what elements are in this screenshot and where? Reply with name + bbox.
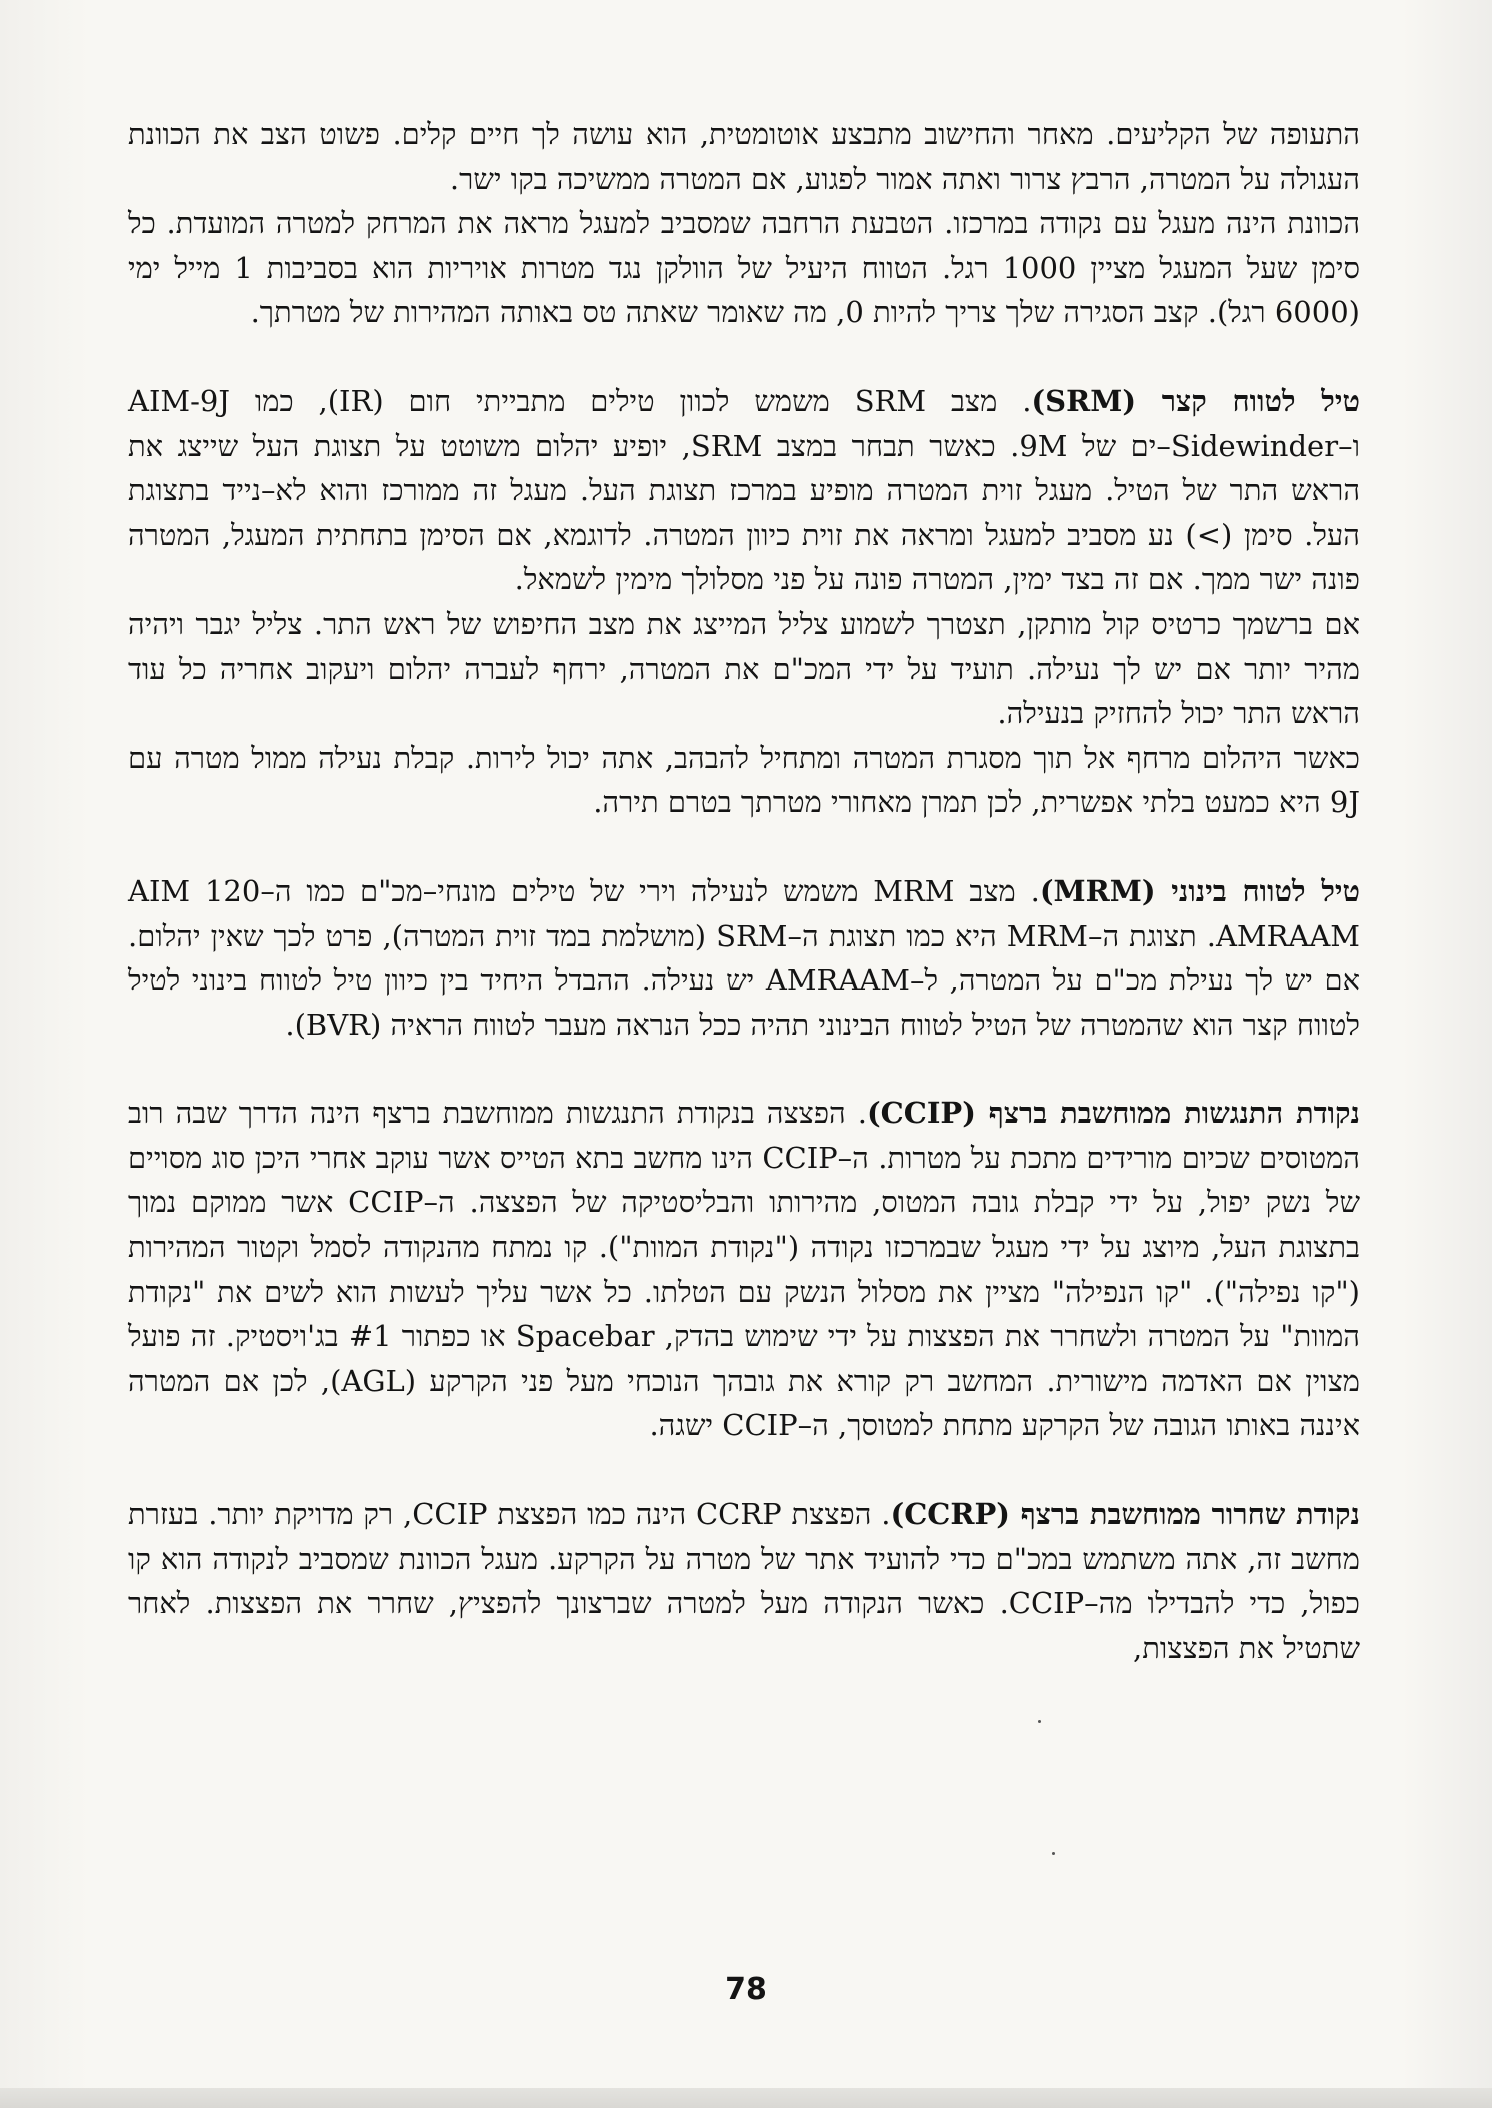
paragraph-cannon-intro — [128, 112, 1360, 201]
section-heading-ccip: נקודת התנגשות ממוחשבת ברצף (CCIP) — [866, 1096, 1360, 1131]
paragraph-ccrp — [128, 1492, 1360, 1670]
scan-speck — [1038, 1720, 1041, 1723]
paragraph-text: . מצב SRM משמש לכוון טילים מתבייתי חום (IR), כמו AIM-9J ו–Sidewinder–ים של 9M. כאשר תבחר במצב SRM, יופיע יהלום משוטט על תצוגת העל שייצג את הראש התר של הטיל. מעגל זוית המטרה מופיע במרכז תצוגת העל. מעגל זה ממורכז והוא לא–נייד בתצוגת העל. סימן (>) נע מסביב למעגל ומראה את זוית כיוון המטרה. לדוגמא, אם הסימן בתחתית המעגל, המטרה פונה ישר ממך. אם זה בצד ימין, המטרה פונה על פני מסלולך מימין לשמאל. — [128, 383, 1360, 597]
paragraph-text: . הפצצה בנקודת התנגשות ממוחשבת ברצף הינה הדרך שבה רוב המטוסים שכיום מורידים מתכת על מטרות. ה–CCIP הינו מחשב בתא הטייס אשר עוקב אחרי היכן סוג מסויים של נשק יפול, על ידי קבלת גובה המטוס, מהירותו והבליסטיקה של הפצצה. ה–CCIP אשר ממוקם נמוך בתצוגת העל, מיוצג על ידי מעגל שבמרכזו נקודה ("נקודת המוות"). קו נמתח מהנקודה לסמל וקטור המהירות ("קו נפילה"). "קו הנפילה" מציין את מסלול הנשק עם הטלתו. כל אשר עליך לעשות הוא לשים את "נקודת המוות" על המטרה ולשחרר את הפצצות על ידי שימוש בהדק, Spacebar או כפתור #1 בג'ויסטיק. זה פועל מצוין אם האדמה מישורית. המחשב רק קורא את גובהך הנוכחי מעל פני הקרקע (AGL), לכן אם המטרה איננה באותו הגובה של הקרקע מתחת למטוסך, ה–CCIP ישגה. — [128, 1096, 1361, 1443]
scan-speck — [1052, 1852, 1055, 1855]
paragraph-srm-sound — [128, 602, 1360, 736]
section-heading-srm: טיל לטווח קצר (SRM) — [1031, 383, 1360, 418]
section-heading-mrm: טיל לטווח בינוני (MRM) — [1039, 873, 1361, 908]
page-text — [128, 112, 1360, 1670]
paragraph-text: . מצב MRM משמש לנעילה וירי של טילים מונחי–מכ"ם כמו ה–AIM 120 AMRAAM. תצוגת ה–MRM היא כמו תצוגת ה–SRM (מושלמת במד זוית המטרה), פרט לכך שאין יהלום. אם יש לך נעילת מכ"ם על המטרה, ל–AMRAAM יש נעילה. ההבדל היחיד בין כיוון טיל לטווח בינוני לטיל לטווח קצר הוא שהמטרה של הטיל לטווח הבינוני תהיה ככל הנראה מעבר לטווח הראיה (BVR). — [128, 873, 1361, 1042]
paragraph-cannon-sight — [128, 201, 1360, 335]
paragraph-ccip — [128, 1091, 1360, 1448]
paragraph-text: . הפצצת CCRP הינה כמו הפצצת CCIP, רק מדויקת יותר. בעזרת מחשב זה, אתה משתמש במכ"ם כדי להועיד אתר של מטרה על הקרקע. מעגל הכוונת שמסביב לנקודה הוא קו כפול, כדי להבדילו מה–CCIP. כאשר הנקודה מעל למטרה שברצונך להפציץ, שחרר את הפצצות. לאחר שתטיל את הפצצות, — [128, 1497, 1360, 1665]
page-number: 78 — [725, 1972, 767, 2007]
paragraph-text: הכוונת הינה מעגל עם נקודה במרכזו. הטבעת הרחבה שמסביב למעגל מראה את המרחק למטרה המועדת. כל סימן שעל המעגל מציין 1000 רגל. הטווח היעיל של הוולקן נגד מטרות אויריות הוא בסביבות 1 מייל ימי (6000 רגל). קצב הסגירה שלך צריך להיות 0, מה שאומר שאתה טס באותה המהירות של מטרתך. — [128, 206, 1360, 330]
scan-edge — [0, 2088, 1492, 2108]
paragraph-text: אם ברשמך כרטיס קול מותקן, תצטרך לשמוע צליל המייצג את מצב החיפוש של ראש התר. צליל יגבר ויהיה מהיר יותר אם יש לך נעילה. תועיד על ידי המכ"ם את המטרה, ירחף לעברה יהלום ויעקוב אחריה כל עוד הראש התר יכול להחזיק בנעילה. — [128, 606, 1360, 731]
paragraph-text: כאשר היהלום מרחף אל תוך מסגרת המטרה ומתחיל להבהב, אתה יכול לירות. קבלת נעילה ממול מטרה עם 9J היא כמעט בלתי אפשרית, לכן תמרן מאחורי מטרתך בטרם תירה. — [128, 740, 1360, 820]
paragraph-srm-lock — [128, 736, 1360, 825]
section-heading-ccrp: נקודת שחרור ממוחשבת ברצף (CCRP) — [890, 1497, 1360, 1532]
paragraph-mrm — [128, 869, 1360, 1047]
paragraph-srm — [128, 379, 1360, 602]
paragraph-text: התעופה של הקליעים. מאחר והחישוב מתבצע אוטומטית, הוא עושה לך חיים קלים. פשוט הצב את הכוונת העגולה על המטרה, הרבץ צרור ואתה אמור לפגוע, אם המטרה ממשיכה בקו ישר. — [128, 117, 1360, 196]
